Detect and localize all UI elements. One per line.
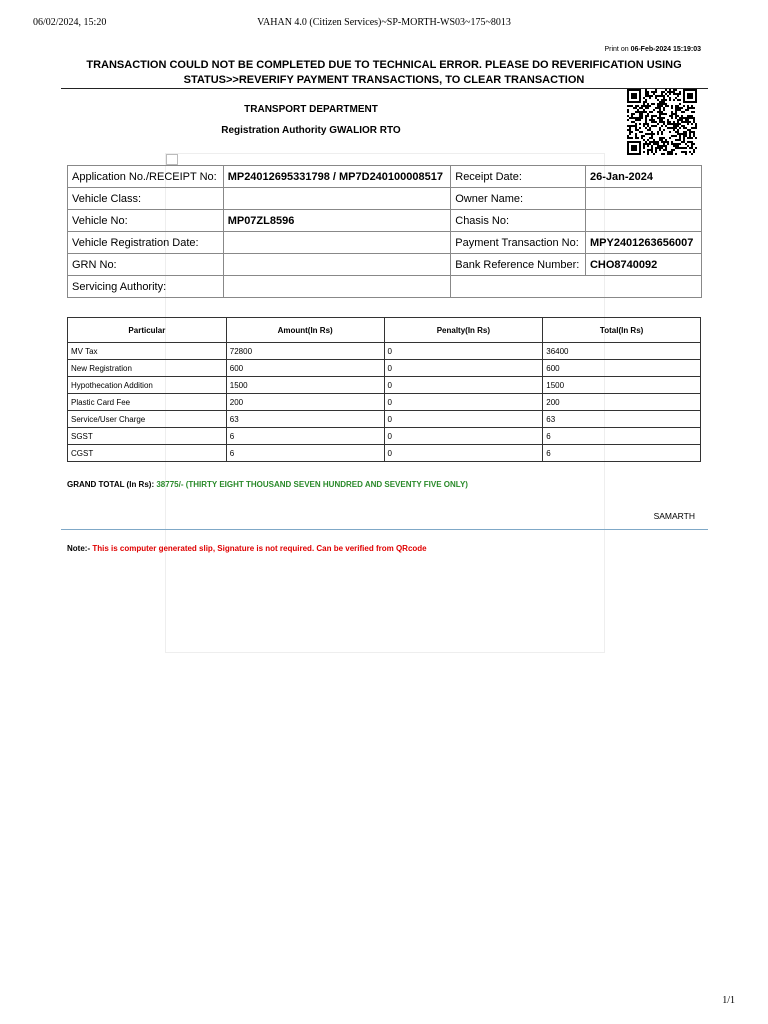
fee-total: 63 — [543, 411, 701, 428]
fee-amount: 72800 — [226, 343, 384, 360]
broken-image-icon — [166, 154, 178, 165]
fee-total: 200 — [543, 394, 701, 411]
bank-reference-value: CHO8740092 — [585, 254, 701, 276]
note-text: This is computer generated slip, Signature is not required. Can be verified from QRcode — [92, 544, 427, 553]
column-header-total: Total(In Rs) — [543, 318, 701, 343]
department-title: TRANSPORT DEPARTMENT — [244, 104, 378, 115]
column-header-particular: Particular — [68, 318, 227, 343]
registration-date-value — [223, 232, 451, 254]
print-on — [604, 46, 701, 53]
grn-value — [223, 254, 451, 276]
table-row — [68, 343, 701, 360]
registration-date-label: Vehicle Registration Date: — [68, 232, 224, 254]
fee-particular: New Registration — [68, 360, 227, 377]
registration-authority: Registration Authority GWALIOR RTO — [221, 125, 401, 136]
payment-transaction-value: MPY2401263656007 — [585, 232, 701, 254]
payment-transaction-label: Payment Transaction No: — [451, 232, 586, 254]
samarth-label: SAMARTH — [653, 511, 695, 521]
header-divider — [61, 88, 708, 89]
table-row — [68, 188, 702, 210]
error-warning — [80, 58, 688, 88]
bank-reference-label: Bank Reference Number: — [451, 254, 586, 276]
fee-total: 1500 — [543, 377, 701, 394]
empty-cell — [451, 276, 702, 298]
table-row — [68, 411, 701, 428]
fee-particular: Hypothecation Addition — [68, 377, 227, 394]
application-label: Application No./RECEIPT No: — [68, 166, 224, 188]
table-row — [68, 210, 702, 232]
note-label: Note:- — [67, 544, 91, 553]
table-row — [68, 445, 701, 462]
column-header-amount: Amount(In Rs) — [226, 318, 384, 343]
error-warning-line1: TRANSACTION COULD NOT BE COMPLETED DUE TO TECHNICAL ERROR. PLEASE DO REVERIFICATION USING — [86, 59, 682, 71]
page-number: 1/1 — [722, 995, 735, 1006]
table-row — [68, 377, 701, 394]
fee-penalty: 0 — [384, 394, 543, 411]
footer-divider — [61, 529, 708, 530]
print-title: VAHAN 4.0 (Citizen Services)~SP-MORTH-WS03~175~8013 — [257, 17, 511, 28]
column-header-penalty: Penalty(In Rs) — [384, 318, 543, 343]
fee-amount: 600 — [226, 360, 384, 377]
servicing-authority-label: Servicing Authority: — [68, 276, 224, 298]
fee-particular: Service/User Charge — [68, 411, 227, 428]
owner-name-label: Owner Name: — [451, 188, 586, 210]
table-row — [68, 360, 701, 377]
fee-table — [67, 317, 701, 462]
fee-amount: 1500 — [226, 377, 384, 394]
fee-amount: 6 — [226, 428, 384, 445]
fee-particular: Plastic Card Fee — [68, 394, 227, 411]
grn-label: GRN No: — [68, 254, 224, 276]
fee-particular: CGST — [68, 445, 227, 462]
fee-table-header — [68, 318, 701, 343]
vehicle-no-label: Vehicle No: — [68, 210, 224, 232]
vehicle-class-label: Vehicle Class: — [68, 188, 224, 210]
error-warning-line2: STATUS>>REVERIFY PAYMENT TRANSACTIONS, TO CLEAR TRANSACTION — [183, 74, 585, 86]
vehicle-class-value — [223, 188, 451, 210]
fee-penalty: 0 — [384, 428, 543, 445]
receipt-details-table — [67, 165, 702, 298]
fee-total: 36400 — [543, 343, 701, 360]
grand-total-value: 38775/- (THIRTY EIGHT THOUSAND SEVEN HUNDRED AND SEVENTY FIVE ONLY) — [156, 480, 468, 489]
table-row — [68, 276, 702, 298]
fee-penalty: 0 — [384, 360, 543, 377]
table-row — [68, 394, 701, 411]
print-on-label: Print on — [604, 46, 629, 53]
fee-total: 6 — [543, 428, 701, 445]
fee-particular: MV Tax — [68, 343, 227, 360]
fee-amount: 200 — [226, 394, 384, 411]
owner-name-value — [585, 188, 701, 210]
fee-particular: SGST — [68, 428, 227, 445]
grand-total-label: GRAND TOTAL (In Rs): — [67, 480, 155, 489]
print-on-value: 06-Feb-2024 15:19:03 — [630, 46, 701, 53]
grand-total — [67, 480, 468, 489]
servicing-authority-value — [223, 276, 451, 298]
vehicle-no-value: MP07ZL8596 — [223, 210, 451, 232]
fee-total: 6 — [543, 445, 701, 462]
table-row — [68, 232, 702, 254]
receipt-date-value: 26-Jan-2024 — [585, 166, 701, 188]
chasis-no-label: Chasis No: — [451, 210, 586, 232]
receipt-date-label: Receipt Date: — [451, 166, 586, 188]
fee-penalty: 0 — [384, 445, 543, 462]
table-row — [68, 166, 702, 188]
qr-code-icon — [627, 89, 697, 155]
fee-penalty: 0 — [384, 343, 543, 360]
fee-total: 600 — [543, 360, 701, 377]
table-row — [68, 254, 702, 276]
fee-penalty: 0 — [384, 377, 543, 394]
print-datetime: 06/02/2024, 15:20 — [33, 17, 107, 28]
fee-penalty: 0 — [384, 411, 543, 428]
chasis-no-value — [585, 210, 701, 232]
fee-amount: 6 — [226, 445, 384, 462]
application-value: MP24012695331798 / MP7D240100008517 — [223, 166, 451, 188]
note — [67, 544, 427, 553]
table-row — [68, 428, 701, 445]
fee-amount: 63 — [226, 411, 384, 428]
